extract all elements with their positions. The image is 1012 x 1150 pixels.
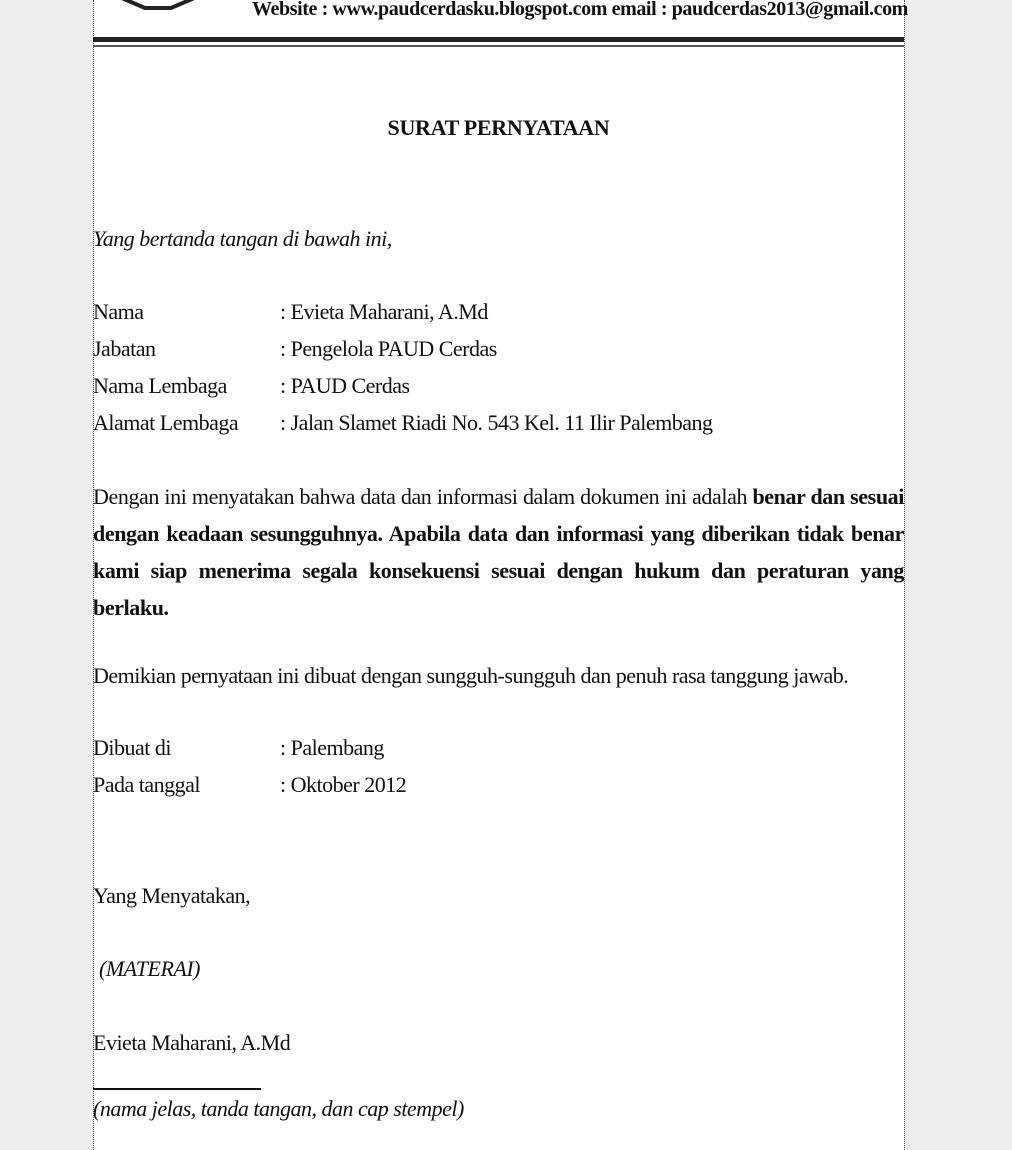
right-margin-guide: [904, 0, 905, 1150]
signature-heading: Yang Menyatakan,: [93, 883, 251, 908]
identity-value-nama-lembaga: : PAUD Cerdas: [280, 373, 410, 398]
signature-underline: [93, 1088, 261, 1090]
statement-normal-text: Dengan ini menyatakan bahwa data dan informasi dalam dokumen ini adalah: [93, 484, 753, 509]
intro-line: Yang bertanda tangan di bawah ini,: [93, 226, 392, 251]
letterhead-rule-thick: [93, 37, 904, 42]
identity-label-jabatan: Jabatan: [93, 336, 156, 361]
signatory-name: Evieta Maharani, A.Md: [93, 1030, 291, 1055]
place-value: : Palembang: [280, 735, 384, 760]
identity-label-nama: Nama: [93, 299, 144, 324]
logo-mark: [115, 0, 201, 14]
identity-value-nama: : Evieta Maharani, A.Md: [280, 299, 488, 324]
identity-label-alamat-lembaga: Alamat Lembaga: [93, 410, 239, 435]
closing-line: Demikian pernyataan ini dibuat dengan sungguh-sungguh dan penuh rasa tanggung jawab.: [93, 663, 849, 688]
identity-value-jabatan: : Pengelola PAUD Cerdas: [280, 336, 497, 361]
document-title: SURAT PERNYATAAN: [387, 115, 610, 140]
materai-note: (MATERAI): [99, 956, 200, 981]
statement-bold-text: benar dan sesuai dengan keadaan sesungguhnya. Apabila data dan informasi yang diberikan tidak benar kami siap menerima segala konsekuensi sesuai dengan hukum dan peraturan yang berlaku.: [93, 484, 904, 620]
statement-paragraph: [93, 478, 904, 626]
signature-caption: (nama jelas, tanda tangan, dan cap stempel): [93, 1096, 464, 1121]
date-label: Pada tanggal: [93, 772, 201, 797]
identity-label-nama-lembaga: Nama Lembaga: [93, 373, 227, 398]
identity-value-alamat-lembaga: : Jalan Slamet Riadi No. 543 Kel. 11 Ilir Palembang: [280, 410, 713, 435]
place-label: Dibuat di: [93, 735, 171, 760]
date-value: : Oktober 2012: [280, 772, 407, 797]
letterhead-rule-thin: [93, 45, 904, 47]
letterhead-contact-line: Website : www.paudcerdasku.blogspot.com email : paudcerdas2013@gmail.com: [252, 0, 908, 20]
